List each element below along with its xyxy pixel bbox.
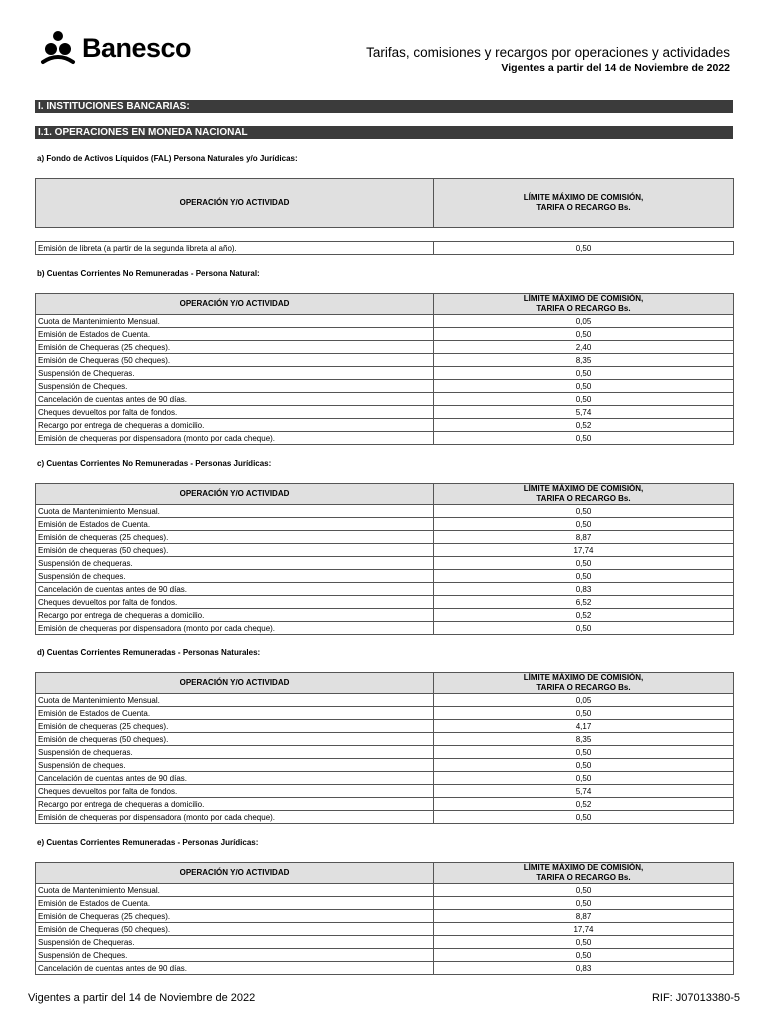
table-row (36, 518, 734, 531)
limit-value-cell: 8,87 (434, 910, 734, 923)
section-title-c: c) Cuentas Corrientes No Remuneradas - Personas Jurídicas: (37, 459, 272, 468)
column-header-operation: OPERACIÓN Y/O ACTIVIDAD (36, 179, 434, 228)
table-row (36, 694, 734, 707)
limit-value-cell: 2,40 (434, 341, 734, 354)
table-row (36, 583, 734, 596)
table-row (36, 406, 734, 419)
table-row (36, 798, 734, 811)
operation-cell: Cuota de Mantenimiento Mensual. (36, 694, 434, 707)
limit-value-cell: 17,74 (434, 923, 734, 936)
table-row (36, 531, 734, 544)
limit-value-cell: 0,50 (434, 622, 734, 635)
limit-value-cell: 4,17 (434, 720, 734, 733)
table-row (36, 962, 734, 975)
limit-value-cell: 8,35 (434, 733, 734, 746)
table-row (36, 315, 734, 328)
table-row (36, 380, 734, 393)
limit-value-cell: 0,50 (434, 242, 734, 255)
limit-value-cell: 5,74 (434, 785, 734, 798)
operation-cell: Emisión de Chequeras (50 cheques). (36, 354, 434, 367)
column-header-limit (434, 863, 734, 884)
operation-cell: Cuota de Mantenimiento Mensual. (36, 505, 434, 518)
operation-cell: Cheques devueltos por falta de fondos. (36, 785, 434, 798)
limit-value-cell: 0,50 (434, 380, 734, 393)
table-row (36, 746, 734, 759)
operation-cell: Recargo por entrega de chequeras a domicilio. (36, 798, 434, 811)
section-title-d: d) Cuentas Corrientes Remuneradas - Personas Naturales: (37, 648, 261, 657)
limit-value-cell: 0,50 (434, 557, 734, 570)
operation-cell: Cancelación de cuentas antes de 90 días. (36, 393, 434, 406)
table-row (36, 432, 734, 445)
limit-value-cell: 8,87 (434, 531, 734, 544)
limit-value-cell: 0,50 (434, 518, 734, 531)
page-subtitle: Vigentes a partir del 14 de Noviembre de 2022 (501, 62, 730, 74)
page-title: Tarifas, comisiones y recargos por operaciones y actividades (366, 45, 730, 60)
column-header-limit-line1: LÍMITE MÁXIMO DE COMISIÓN, (523, 673, 644, 682)
column-header-operation: OPERACIÓN Y/O ACTIVIDAD (36, 484, 434, 505)
column-header-limit (434, 294, 734, 315)
table-row (36, 557, 734, 570)
limit-value-cell: 0,50 (434, 936, 734, 949)
section-title-a: a) Fondo de Activos Líquidos (FAL) Persona Naturales y/o Jurídicas: (37, 154, 298, 163)
limit-value-cell: 0,50 (434, 432, 734, 445)
table-row (36, 544, 734, 557)
operation-cell: Suspensión de Chequeras. (36, 936, 434, 949)
limit-value-cell: 0,83 (434, 962, 734, 975)
table-a (35, 241, 734, 255)
operation-cell: Cancelación de cuentas antes de 90 días. (36, 583, 434, 596)
operation-cell: Emisión de chequeras (25 cheques). (36, 531, 434, 544)
operation-cell: Emisión de Chequeras (25 cheques). (36, 910, 434, 923)
table-row (36, 936, 734, 949)
logo-text: Banesco (82, 32, 192, 63)
limit-value-cell: 8,35 (434, 354, 734, 367)
limit-value-cell: 0,05 (434, 315, 734, 328)
table-row (36, 897, 734, 910)
limit-value-cell: 0,83 (434, 583, 734, 596)
limit-value-cell: 0,52 (434, 609, 734, 622)
table-e (35, 862, 734, 975)
column-header-limit-line2: TARIFA O RECARGO Bs. (536, 494, 631, 503)
limit-value-cell: 0,50 (434, 393, 734, 406)
table-row (36, 772, 734, 785)
section-bar-moneda-nacional: I.1. OPERACIONES EN MONEDA NACIONAL (35, 126, 733, 139)
section-title-b: b) Cuentas Corrientes No Remuneradas - Persona Natural: (37, 269, 260, 278)
table-row (36, 570, 734, 583)
table-row (36, 419, 734, 432)
operation-cell: Cancelación de cuentas antes de 90 días. (36, 962, 434, 975)
operation-cell: Emisión de Estados de Cuenta. (36, 328, 434, 341)
table-row (36, 910, 734, 923)
column-header-limit-line1: LÍMITE MÁXIMO DE COMISIÓN, (523, 193, 644, 202)
operation-cell: Emisión de chequeras por dispensadora (monto por cada cheque). (36, 811, 434, 824)
column-header-operation: OPERACIÓN Y/O ACTIVIDAD (36, 673, 434, 694)
operation-cell: Suspensión de cheques. (36, 759, 434, 772)
limit-value-cell: 0,50 (434, 949, 734, 962)
limit-value-cell: 0,50 (434, 570, 734, 583)
table-row (36, 367, 734, 380)
limit-value-cell: 6,52 (434, 596, 734, 609)
table-row (36, 707, 734, 720)
operation-cell: Suspensión de chequeras. (36, 746, 434, 759)
table-row (36, 341, 734, 354)
footer-rif: RIF: J07013380-5 (651, 992, 740, 1004)
operation-cell: Emisión de chequeras (50 cheques). (36, 544, 434, 557)
column-header-operation: OPERACIÓN Y/O ACTIVIDAD (36, 863, 434, 884)
table-b (35, 293, 734, 445)
table-row (36, 884, 734, 897)
table-row (36, 622, 734, 635)
limit-value-cell: 0,05 (434, 694, 734, 707)
operation-cell: Cancelación de cuentas antes de 90 días. (36, 772, 434, 785)
operation-cell: Cuota de Mantenimiento Mensual. (36, 884, 434, 897)
table-row (36, 785, 734, 798)
operation-cell: Emisión de chequeras por dispensadora (monto por cada cheque). (36, 622, 434, 635)
operation-cell: Emisión de Estados de Cuenta. (36, 897, 434, 910)
section-title-e: e) Cuentas Corrientes Remuneradas - Personas Jurídicas: (37, 838, 259, 847)
limit-value-cell: 5,74 (434, 406, 734, 419)
limit-value-cell: 0,52 (434, 419, 734, 432)
table-row (36, 609, 734, 622)
limit-value-cell: 0,50 (434, 897, 734, 910)
operation-cell: Emisión de Chequeras (25 cheques). (36, 341, 434, 354)
column-header-limit-line1: LÍMITE MÁXIMO DE COMISIÓN, (523, 863, 644, 872)
operation-cell: Emisión de chequeras por dispensadora (monto por cada cheque). (36, 432, 434, 445)
operation-cell: Suspensión de Cheques. (36, 380, 434, 393)
table-row (36, 354, 734, 367)
column-header-limit-line2: TARIFA O RECARGO Bs. (536, 304, 631, 313)
table-row (36, 596, 734, 609)
column-header-limit-line2: TARIFA O RECARGO Bs. (536, 873, 631, 882)
column-header-limit (434, 179, 734, 228)
operation-cell: Emisión de Chequeras (50 cheques). (36, 923, 434, 936)
table-row (36, 328, 734, 341)
banesco-logo (40, 30, 191, 66)
operation-cell: Cuota de Mantenimiento Mensual. (36, 315, 434, 328)
operation-cell: Suspensión de Cheques. (36, 949, 434, 962)
operation-cell: Emisión de chequeras (50 cheques). (36, 733, 434, 746)
operation-cell: Emisión de Estados de Cuenta. (36, 707, 434, 720)
operation-cell: Suspensión de Chequeras. (36, 367, 434, 380)
operation-cell: Emisión de chequeras (25 cheques). (36, 720, 434, 733)
banesco-logo-icon (40, 30, 76, 66)
operation-cell: Cheques devueltos por falta de fondos. (36, 596, 434, 609)
table-row (36, 923, 734, 936)
table-d (35, 672, 734, 824)
limit-value-cell: 0,50 (434, 367, 734, 380)
footer-validity: Vigentes a partir del 14 de Noviembre de 2022 (28, 992, 256, 1004)
operation-cell: Recargo por entrega de chequeras a domicilio. (36, 419, 434, 432)
column-header-operation: OPERACIÓN Y/O ACTIVIDAD (36, 294, 434, 315)
operation-cell: Suspensión de cheques. (36, 570, 434, 583)
table-row (36, 759, 734, 772)
limit-value-cell: 0,50 (434, 707, 734, 720)
limit-value-cell: 0,50 (434, 328, 734, 341)
column-header-limit-line2: TARIFA O RECARGO Bs. (536, 203, 631, 212)
limit-value-cell: 0,50 (434, 811, 734, 824)
table-row (36, 505, 734, 518)
column-header-limit-line2: TARIFA O RECARGO Bs. (536, 683, 631, 692)
operation-cell: Recargo por entrega de chequeras a domicilio. (36, 609, 434, 622)
operation-cell: Emisión de libreta (a partir de la segunda libreta al año). (36, 242, 434, 255)
table-row (36, 393, 734, 406)
table-row (36, 720, 734, 733)
limit-value-cell: 0,50 (434, 505, 734, 518)
column-header-limit (434, 484, 734, 505)
table-row (36, 242, 734, 255)
column-header-limit-line1: LÍMITE MÁXIMO DE COMISIÓN, (523, 484, 644, 493)
limit-value-cell: 0,52 (434, 798, 734, 811)
section-bar-instituciones: I. INSTITUCIONES BANCARIAS: (35, 100, 733, 113)
column-header-limit-line1: LÍMITE MÁXIMO DE COMISIÓN, (523, 294, 644, 303)
operation-cell: Cheques devueltos por falta de fondos. (36, 406, 434, 419)
limit-value-cell: 0,50 (434, 746, 734, 759)
table-row (36, 949, 734, 962)
table-row (36, 733, 734, 746)
limit-value-cell: 0,50 (434, 759, 734, 772)
limit-value-cell: 17,74 (434, 544, 734, 557)
limit-value-cell: 0,50 (434, 884, 734, 897)
operation-cell: Emisión de Estados de Cuenta. (36, 518, 434, 531)
column-header-limit (434, 673, 734, 694)
limit-value-cell: 0,50 (434, 772, 734, 785)
table-row (36, 811, 734, 824)
operation-cell: Suspensión de chequeras. (36, 557, 434, 570)
table-c (35, 483, 734, 635)
table-header-a (35, 178, 734, 228)
